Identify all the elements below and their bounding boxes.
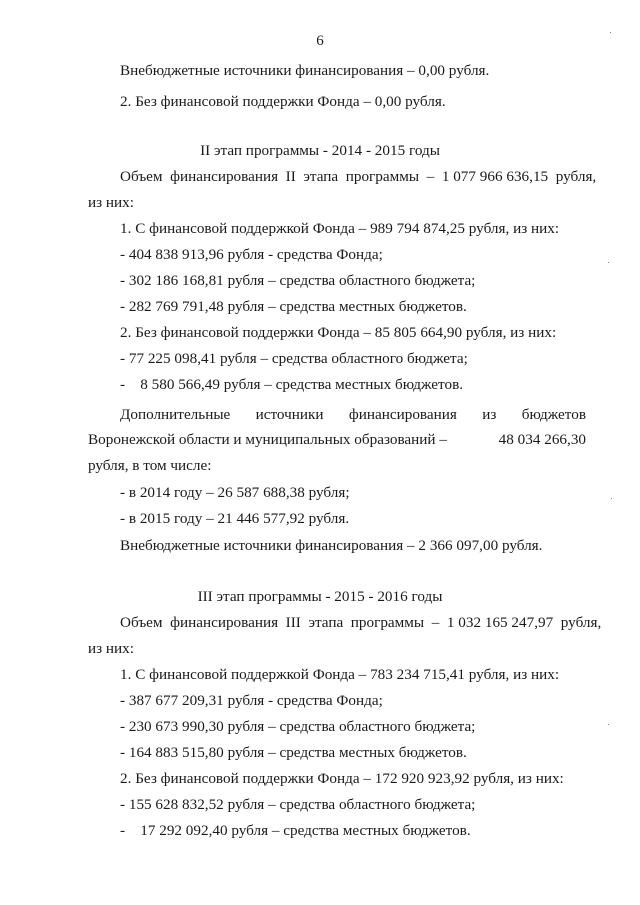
stage2-additional-line1 xyxy=(120,406,586,424)
stage3-heading: III этап программы - 2015 - 2016 годы xyxy=(197,588,443,605)
stage3-volume-line2: из них: xyxy=(88,640,134,657)
page-number: 6 xyxy=(316,33,324,49)
stage3-no-fund: 2. Без финансовой поддержки Фонда – 172 920 923,92 рубля, из них: xyxy=(120,770,564,787)
stage3-no-fund-item: - 17 292 092,40 рубля – средства местных бюджетов. xyxy=(120,822,471,839)
stage2-volume-line1 xyxy=(120,168,597,186)
extra-budget-line: Внебюджетные источники финансирования – 0,00 рубля. xyxy=(120,62,490,79)
stage3-volume-line1 xyxy=(120,614,602,632)
stage2-volume-text: Объем финансирования II этапа программы – 1 077 966 636,15 рубля, xyxy=(120,168,597,185)
stage2-year-item: - в 2015 году – 21 446 577,92 рубля. xyxy=(120,510,350,527)
word: финансирования xyxy=(348,406,457,423)
stage2-year-item: - в 2014 году – 26 587 688,38 рубля; xyxy=(120,484,350,501)
stage3-no-fund-item: - 155 628 832,52 рубля – средства областного бюджета; xyxy=(120,796,476,813)
additional-text: Воронежской области и муниципальных образований – xyxy=(88,431,447,448)
stage3-fund-item: - 230 673 990,30 рубля – средства областного бюджета; xyxy=(120,718,476,735)
stage2-additional-line3: рубля, в том числе: xyxy=(88,457,212,474)
scan-speck xyxy=(608,262,609,263)
additional-amount: 48 034 266,30 xyxy=(498,431,586,448)
word: Дополнительные xyxy=(120,406,231,423)
stage2-no-fund-item: - 8 580 566,49 рубля – средства местных бюджетов. xyxy=(120,376,464,393)
no-fund-line: 2. Без финансовой поддержки Фонда – 0,00 рубля. xyxy=(120,93,446,110)
scan-speck xyxy=(608,724,609,725)
stage3-fund-item: - 387 677 209,31 рубля - средства Фонда; xyxy=(120,692,383,709)
word: из xyxy=(482,406,497,423)
scan-speck xyxy=(610,32,611,33)
stage2-no-fund: 2. Без финансовой поддержки Фонда – 85 805 664,90 рубля, из них: xyxy=(120,324,557,341)
stage3-fund-support: 1. С финансовой поддержкой Фонда – 783 234 715,41 рубля, из них: xyxy=(120,666,560,683)
stage2-fund-item: - 282 769 791,48 рубля – средства местных бюджетов. xyxy=(120,298,467,315)
stage2-fund-item: - 404 838 913,96 рубля - средства Фонда; xyxy=(120,246,383,263)
stage2-no-fund-item: - 77 225 098,41 рубля – средства областного бюджета; xyxy=(120,350,468,367)
stage2-fund-item: - 302 186 168,81 рубля – средства областного бюджета; xyxy=(120,272,476,289)
stage2-extra-budget: Внебюджетные источники финансирования – 2 366 097,00 рубля. xyxy=(120,537,543,554)
stage2-volume-line2: из них: xyxy=(88,194,134,211)
stage3-fund-item: - 164 883 515,80 рубля – средства местных бюджетов. xyxy=(120,744,467,761)
word: источники xyxy=(255,406,324,423)
word: бюджетов xyxy=(521,406,586,423)
stage2-heading: II этап программы - 2014 - 2015 годы xyxy=(200,142,440,159)
scan-speck xyxy=(611,498,612,499)
stage2-fund-support: 1. С финансовой поддержкой Фонда – 989 794 874,25 рубля, из них: xyxy=(120,220,560,237)
stage3-volume-text: Объем финансирования III этапа программы – 1 032 165 247,97 рубля, xyxy=(120,614,602,631)
stage2-additional-line2 xyxy=(88,431,586,449)
